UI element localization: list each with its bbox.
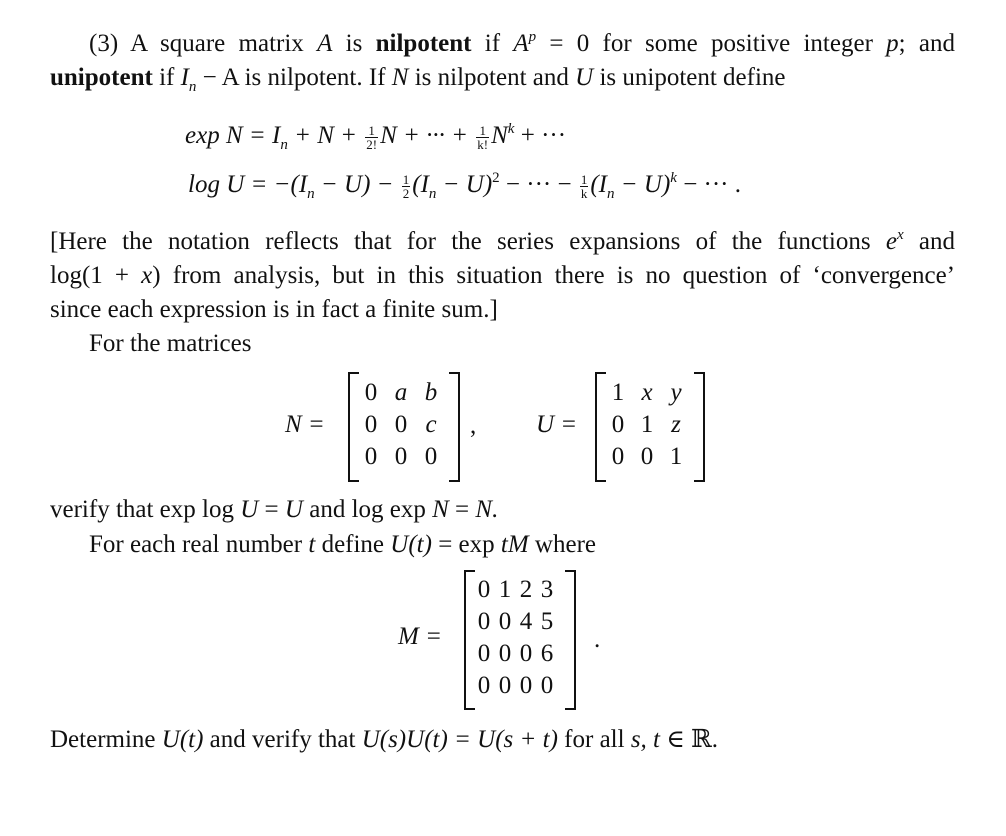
formula-text: N [491, 122, 508, 149]
var-N: N [432, 496, 449, 523]
formula-text: − U) [614, 171, 671, 198]
text: and verify that [209, 726, 356, 753]
var-U: U [240, 496, 259, 523]
text: log(1 + [50, 262, 130, 289]
note-line-1 [50, 225, 955, 259]
log-formula: $\log U = -(I_n - U)$ − $\frac{1}{2}$ $(I_n - U)^2$ − ··· − $\frac{1}{k}$ $(I_n - U)^k$ − ··· . [188, 170, 742, 202]
formula-text: − U) [436, 171, 493, 198]
text: verify that exp log [50, 496, 234, 523]
text: if [159, 64, 175, 91]
matrix-cell: y [670, 379, 682, 406]
var-tM: tM [500, 531, 529, 558]
formula-text: N + ··· + [380, 122, 475, 149]
matrix-cell: 0 [498, 640, 512, 667]
matrix-cell: 1 [611, 379, 625, 406]
matrix-cell: x [641, 379, 653, 406]
formula-text: log U = −(I [188, 171, 308, 198]
matrix-cell: 4 [519, 608, 533, 635]
formula-text: exp N = [185, 122, 272, 149]
exponent-k: k [670, 170, 677, 186]
var-U: U [575, 64, 594, 91]
matrix-cell: 3 [540, 576, 554, 603]
text: for all [564, 726, 625, 753]
final-line [50, 723, 955, 757]
var-x: x [141, 262, 153, 289]
matrix-cell: 0 [640, 443, 654, 470]
var-N: N [391, 64, 409, 91]
matrix-cell: 0 [364, 443, 378, 470]
fraction: $\frac{1}{2!}$ [366, 122, 378, 152]
matrix-cell: z [671, 411, 681, 438]
var-t: t [308, 531, 316, 558]
problem-line-1 [89, 27, 955, 61]
formula-text: (I [590, 171, 608, 198]
var-A: A [513, 30, 529, 57]
text: = 0 for some positive integer [549, 30, 873, 57]
matrix-cell: 1 [498, 576, 512, 603]
text: = [264, 496, 279, 523]
matrix-cell: a [394, 379, 408, 406]
var-p: p [886, 30, 899, 57]
var-Ut: U(t) [390, 531, 432, 558]
problem-line-2 [50, 61, 955, 95]
verify-line [50, 493, 955, 527]
text: is [345, 30, 363, 57]
formula-text: + ··· [514, 122, 567, 149]
term-nilpotent: nilpotent [375, 30, 472, 57]
matrix-cell: 1 [669, 443, 683, 470]
matrix-label: N = [285, 411, 325, 438]
formula-text: (I [412, 171, 429, 198]
formula-text: − U) − [314, 171, 400, 198]
text: and log exp [309, 496, 426, 523]
matrix-label: U = [536, 411, 578, 438]
matrix-cell: 0 [540, 672, 554, 699]
text: is unipotent define [599, 64, 786, 91]
matrix-cell: 0 [498, 608, 512, 635]
text: Determine [50, 726, 156, 753]
exp-formula: $\exp N = I_n + N$ + $\frac{1}{2!}$ N + ··· + $\frac{1}{k!}$ $N^k$ + ··· [185, 121, 567, 153]
var-U: U [284, 496, 303, 523]
var-e: e [885, 228, 897, 255]
text: [Here the notation reflects that for the series expansions of the functions [50, 228, 871, 255]
matrix-cell: 0 [519, 672, 533, 699]
matrix-cell: 0 [477, 640, 491, 667]
text: = exp [438, 531, 495, 558]
text: where [534, 531, 596, 558]
matrix-cell: 0 [519, 640, 533, 667]
var-N: N. [475, 496, 499, 523]
matrix-cell: 0 [498, 672, 512, 699]
matrix-cell: 0 [364, 411, 378, 438]
fraction: $\frac{1}{k!}$ [477, 122, 489, 152]
var-st: s, t [630, 726, 660, 753]
right-bracket [449, 372, 460, 482]
define-line [89, 528, 994, 562]
text: is nilpotent and [414, 64, 569, 91]
text: and [918, 228, 956, 255]
matrix-cell: 5 [540, 608, 554, 635]
equation: U(s)U(t) = U(s + t) [361, 726, 558, 753]
text: define [321, 531, 385, 558]
text: if [484, 30, 501, 57]
matrix-cell: 0 [477, 672, 491, 699]
formula-text: + N + [287, 122, 364, 149]
exponent-2: 2 [492, 170, 500, 186]
text: since each expression is in fact a finite sum.] [50, 296, 498, 323]
var-I: I [180, 64, 189, 91]
matrix-cell: 0 [611, 411, 625, 438]
text: A square matrix [130, 30, 304, 57]
matrix-cell: 0 [394, 411, 408, 438]
matrix-cell: 6 [540, 640, 554, 667]
exponent-x: x [896, 227, 904, 243]
fraction: $\frac{1}{2}$ [402, 171, 410, 201]
text: − A [202, 64, 239, 91]
note-line-2 [50, 259, 955, 293]
matrix-cell: 0 [424, 443, 438, 470]
comma: , [470, 412, 477, 439]
element-of-symbol: ∈ [666, 726, 685, 753]
exponent-p: p [528, 29, 537, 45]
exponent-k: k [507, 121, 515, 137]
note-line-3 [50, 293, 955, 327]
matrix-cell: c [425, 411, 437, 438]
matrix-cell: 2 [519, 576, 533, 603]
matrix-cell: 0 [364, 379, 378, 406]
matrix-cell: 1 [640, 411, 654, 438]
right-bracket [565, 570, 576, 710]
text: is nilpotent. If [244, 64, 386, 91]
matrix-cell: 0 [611, 443, 625, 470]
text: For the matrices [89, 330, 252, 357]
term-unipotent: unipotent [50, 64, 153, 91]
formula-text: − ··· − [499, 171, 578, 198]
var-Ut: U(t) [161, 726, 204, 753]
matrix-cell: b [424, 379, 438, 406]
text: = [455, 496, 470, 523]
matrix-label: M = [398, 623, 442, 650]
right-bracket [694, 372, 705, 482]
matrices-intro [89, 327, 994, 361]
formula-text: − ··· . [676, 171, 742, 198]
subscript-n: n [188, 79, 197, 95]
period: . [594, 626, 601, 653]
fraction: $\frac{1}{k}$ [580, 171, 588, 201]
reals-symbol: ℝ. [691, 726, 719, 753]
text: For each real number [89, 531, 303, 558]
text: ) from analysis, but in this situation there is no question of ‘convergence’ [152, 262, 956, 289]
matrix-cell: 0 [477, 608, 491, 635]
var-A: A [317, 30, 333, 57]
matrix-cell: 0 [477, 576, 491, 603]
text: ; and [898, 30, 955, 57]
problem-number: (3) [89, 30, 119, 57]
formula-text: I [272, 122, 281, 149]
matrix-cell: 0 [394, 443, 408, 470]
